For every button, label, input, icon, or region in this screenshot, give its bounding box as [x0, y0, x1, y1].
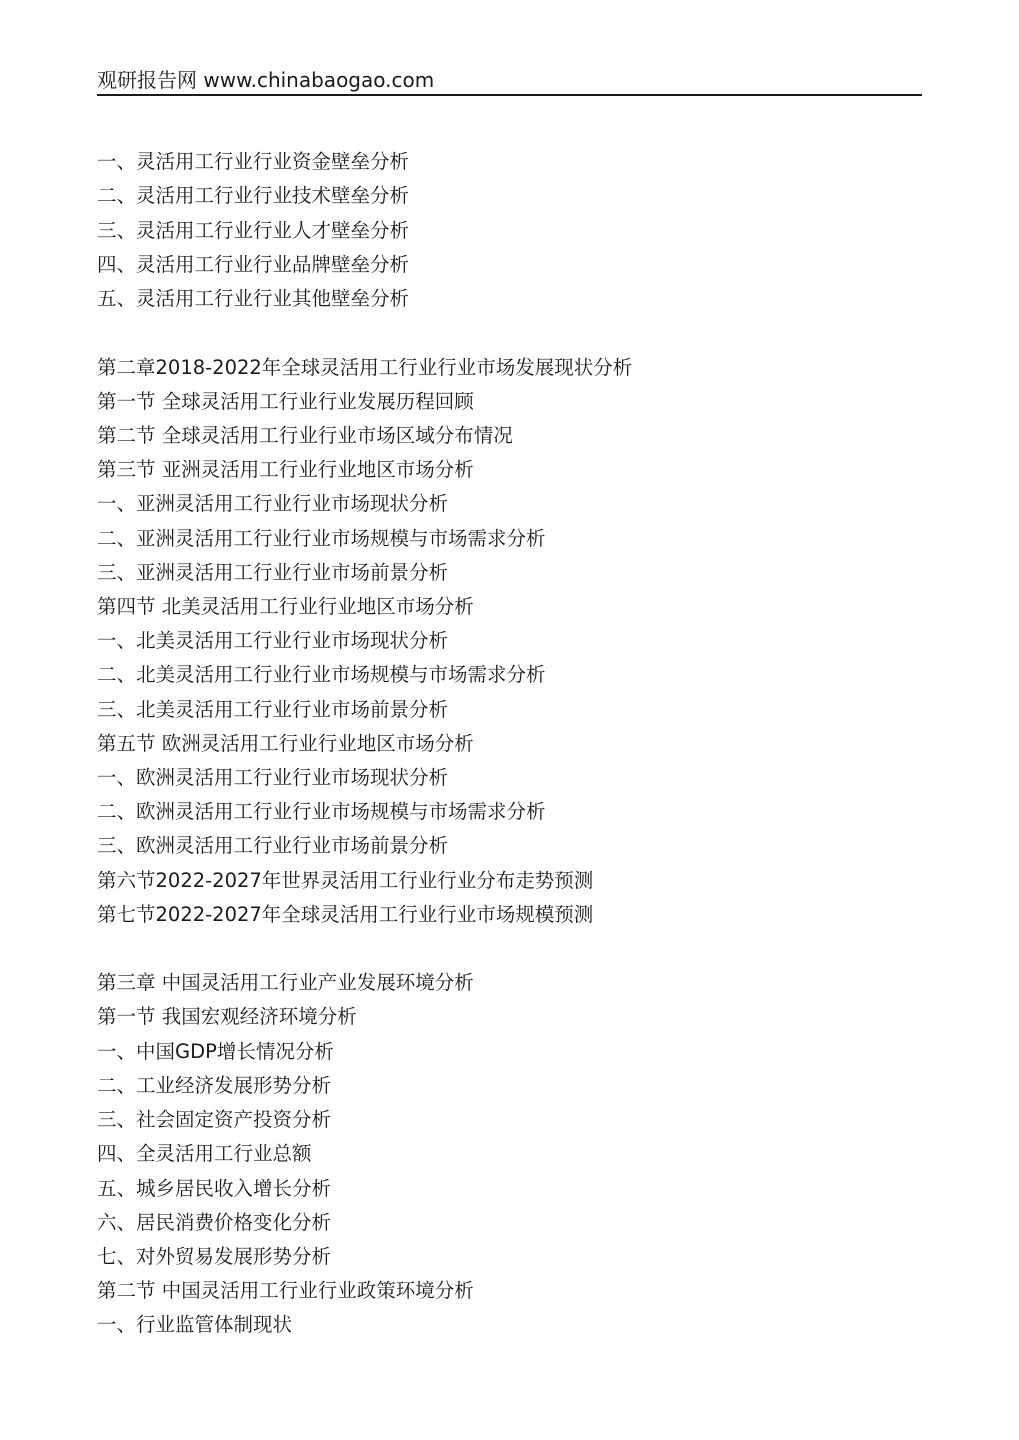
toc-item: 六、居民消费价格变化分析: [97, 1211, 332, 1234]
toc-chapter: 第三章 中国灵活用工行业产业发展环境分析: [97, 971, 474, 994]
toc-item: 四、灵活用工行业行业品牌壁垒分析: [97, 253, 410, 276]
toc-section: 第三节 亚洲灵活用工行业行业地区市场分析: [97, 458, 474, 481]
site-name: 观研报告网: [97, 68, 197, 92]
toc-item: 二、灵活用工行业行业技术壁垒分析: [97, 184, 410, 207]
toc-section: 第一节 全球灵活用工行业行业发展历程回顾: [97, 390, 474, 413]
toc-item: 七、对外贸易发展形势分析: [97, 1245, 332, 1268]
toc-item: 一、亚洲灵活用工行业行业市场现状分析: [97, 492, 449, 515]
toc-section: 第一节 我国宏观经济环境分析: [97, 1005, 357, 1028]
toc-section: 第二节 中国灵活用工行业行业政策环境分析: [97, 1279, 474, 1302]
toc-item: 三、北美灵活用工行业行业市场前景分析: [97, 698, 449, 721]
toc-section: 第四节 北美灵活用工行业行业地区市场分析: [97, 595, 474, 618]
toc-item: 五、灵活用工行业行业其他壁垒分析: [97, 287, 410, 310]
toc-item: 五、城乡居民收入增长分析: [97, 1177, 332, 1200]
toc-item: 一、欧洲灵活用工行业行业市场现状分析: [97, 766, 449, 789]
header-text: [97, 66, 434, 94]
toc-section: 第二节 全球灵活用工行业行业市场区域分布情况: [97, 424, 513, 447]
site-url: www.chinabaogao.com: [203, 68, 435, 92]
toc-item: 一、北美灵活用工行业行业市场现状分析: [97, 629, 449, 652]
toc-item: 三、社会固定资产投资分析: [97, 1108, 332, 1131]
toc-item: 二、工业经济发展形势分析: [97, 1074, 332, 1097]
toc-item: 三、亚洲灵活用工行业行业市场前景分析: [97, 561, 449, 584]
toc-item: 二、亚洲灵活用工行业行业市场规模与市场需求分析: [97, 527, 546, 550]
toc-section: 第五节 欧洲灵活用工行业行业地区市场分析: [97, 732, 474, 755]
toc-item: 一、中国GDP增长情况分析: [97, 1040, 334, 1063]
toc-item: 三、灵活用工行业行业人才壁垒分析: [97, 219, 410, 242]
toc-chapter: 第二章2018-2022年全球灵活用工行业行业市场发展现状分析: [97, 356, 633, 379]
toc-section: 第七节2022-2027年全球灵活用工行业行业市场规模预测: [97, 903, 594, 926]
toc-item: 一、行业监管体制现状: [97, 1313, 293, 1336]
page-header: [97, 66, 922, 96]
toc-item: 二、北美灵活用工行业行业市场规模与市场需求分析: [97, 663, 546, 686]
toc-item: 四、全灵活用工行业总额: [97, 1142, 312, 1165]
toc-item: 二、欧洲灵活用工行业行业市场规模与市场需求分析: [97, 800, 546, 823]
toc-item: 三、欧洲灵活用工行业行业市场前景分析: [97, 834, 449, 857]
toc-section: 第六节2022-2027年世界灵活用工行业行业分布走势预测: [97, 869, 594, 892]
header-divider: [97, 94, 922, 96]
toc-item: 一、灵活用工行业行业资金壁垒分析: [97, 150, 410, 173]
